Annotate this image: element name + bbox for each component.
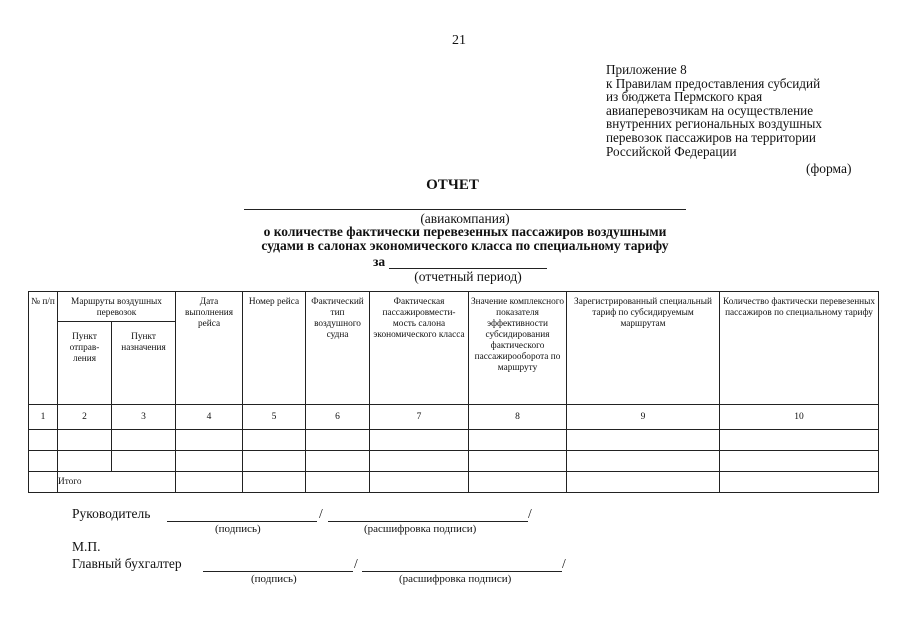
table-cell xyxy=(567,451,720,472)
table-cell xyxy=(469,451,567,472)
head-signature-caption: (подпись) xyxy=(215,523,261,535)
header-tariff: Зарегистрированный специальный тариф по субсидируемым маршрутам xyxy=(567,292,720,405)
separator: / xyxy=(354,556,358,571)
header-passengers: Количество фактически перевезенных пассажиров по специальному тарифу xyxy=(720,292,879,405)
accountant-decoding-caption: (расшифровка подписи) xyxy=(399,573,512,585)
table-cell xyxy=(243,430,306,451)
appendix-line: Российской Федерации xyxy=(606,143,737,159)
period-prefix: за xyxy=(373,254,386,269)
seal-label: М.П. xyxy=(72,539,101,554)
report-title: ОТЧЕТ xyxy=(426,177,479,193)
appendix-line: авиаперевозчикам на осуществление xyxy=(606,102,814,118)
appendix-note xyxy=(606,63,822,158)
column-number: 8 xyxy=(469,405,567,430)
separator: / xyxy=(528,506,532,521)
table-cell xyxy=(29,451,58,472)
appendix-line: из бюджета Пермского края xyxy=(606,89,763,105)
form-label: (форма) xyxy=(806,161,852,176)
header-indicator: Значение комплексного показателя эффективности субсидирования фактического пассажирооборота по маршруту xyxy=(469,292,567,405)
table-row xyxy=(29,451,879,472)
table-cell xyxy=(176,430,243,451)
column-number: 9 xyxy=(567,405,720,430)
head-signature-line xyxy=(167,521,317,522)
head-label: Руководитель xyxy=(72,506,151,521)
column-number: 1 xyxy=(29,405,58,430)
table-cell xyxy=(720,451,879,472)
total-label: Итого xyxy=(58,472,176,493)
separator: / xyxy=(562,556,566,571)
column-number: 4 xyxy=(176,405,243,430)
column-number: 10 xyxy=(720,405,879,430)
table-cell xyxy=(370,472,469,493)
header-routes: Маршруты воздушных перевозок xyxy=(58,292,176,322)
header-flight: Номер рейса xyxy=(243,292,306,405)
accountant-label: Главный бухгалтер xyxy=(72,556,182,571)
table-cell xyxy=(469,472,567,493)
table-cell xyxy=(29,472,58,493)
header-aircraft: Фактический тип воздушного судна xyxy=(306,292,370,405)
accountant-decoding-line xyxy=(362,571,562,572)
subtitle-line-1: о количестве фактически перевезенных пассажиров воздушными xyxy=(263,224,667,239)
table-cell xyxy=(370,451,469,472)
table-cell xyxy=(306,430,370,451)
table-cell xyxy=(370,430,469,451)
table-cell xyxy=(306,472,370,493)
table-cell xyxy=(58,430,112,451)
period-caption: (отчетный период) xyxy=(414,269,522,284)
header-departure: Пункт отправ-ления xyxy=(58,322,112,405)
separator: / xyxy=(319,506,323,521)
total-row xyxy=(29,472,879,493)
table-cell xyxy=(306,451,370,472)
head-decoding-caption: (расшифровка подписи) xyxy=(364,523,477,535)
table-cell xyxy=(469,430,567,451)
appendix-line: Приложение 8 xyxy=(606,62,687,77)
column-number: 6 xyxy=(306,405,370,430)
table-row xyxy=(29,430,879,451)
appendix-line: к Правилам предоставления субсидий xyxy=(606,75,821,91)
table-cell xyxy=(176,451,243,472)
header-capacity: Фактическая пассажировмести-мость салона экономического класса xyxy=(370,292,469,405)
column-number: 3 xyxy=(112,405,176,430)
page-number: 21 xyxy=(452,33,466,48)
table-cell xyxy=(720,430,879,451)
subtitle-line-2: судами в салонах экономического класса по специальному тарифу xyxy=(261,237,669,253)
column-number: 2 xyxy=(58,405,112,430)
table-cell xyxy=(29,430,58,451)
head-decoding-line xyxy=(328,521,528,522)
table-cell xyxy=(567,430,720,451)
report-table xyxy=(28,291,879,493)
table-cell xyxy=(243,451,306,472)
table-cell xyxy=(176,472,243,493)
airline-blank-line xyxy=(244,209,686,210)
table-cell xyxy=(243,472,306,493)
header-destination: Пункт назначения xyxy=(112,322,176,405)
column-number: 7 xyxy=(370,405,469,430)
header-num: № п/п xyxy=(29,292,58,405)
appendix-line: внутренних региональных воздушных xyxy=(606,116,822,132)
header-date: Дата выполнения рейса xyxy=(176,292,243,405)
table-cell xyxy=(58,451,112,472)
table-cell xyxy=(720,472,879,493)
accountant-signature-caption: (подпись) xyxy=(251,573,297,585)
appendix-line: перевозок пассажиров на территории xyxy=(606,129,816,145)
table-cell xyxy=(112,430,176,451)
table-header-row xyxy=(29,292,879,322)
table-cell xyxy=(567,472,720,493)
airline-caption: (авиакомпания) xyxy=(420,211,510,226)
table-cell xyxy=(112,451,176,472)
report-subtitle xyxy=(200,225,730,252)
column-number: 5 xyxy=(243,405,306,430)
column-number-row xyxy=(29,405,879,430)
accountant-signature-line xyxy=(203,571,353,572)
